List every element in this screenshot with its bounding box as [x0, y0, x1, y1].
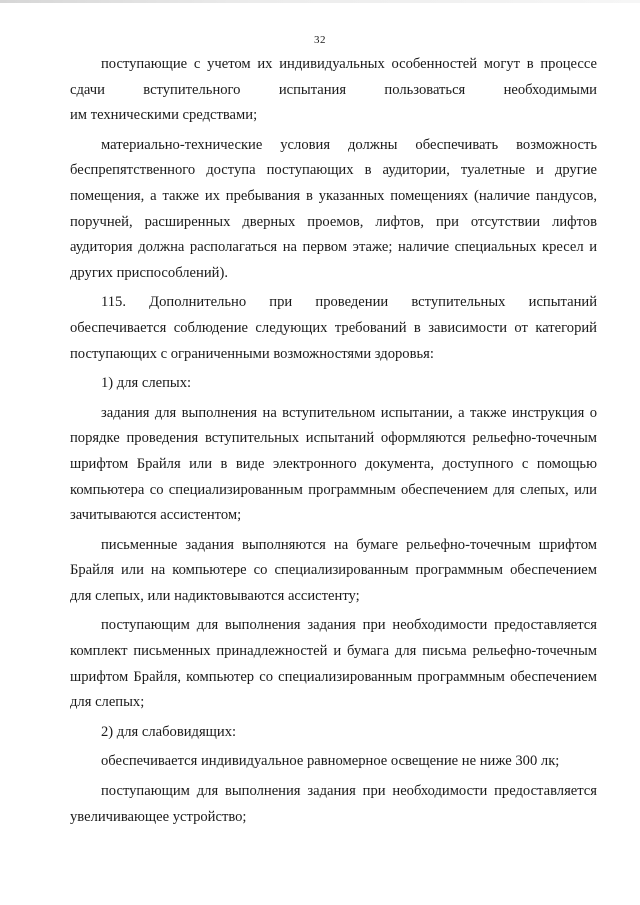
- paragraph-6: письменные задания выполняются на бумаге рельефно-точечным шрифтом Брайля или на компьютере со специализированным программным обеспечением для слепых, или надиктовываются ассистенту;: [70, 536, 597, 604]
- scan-top-edge: [0, 0, 640, 3]
- page-number: 32: [314, 34, 326, 46]
- paragraph-1-line-2: сдачи вступительного испытания пользоваться необходимыми: [70, 81, 597, 98]
- paragraph-7: поступающим для выполнения задания при необходимости предоставляется комплект письменных принадлежностей и бумага для письма рельефно-точечным шрифтом Брайля, компьютер со специализированным программным обеспечением для слепых;: [70, 617, 597, 711]
- paragraph-8: 2) для слабовидящих:: [101, 723, 237, 740]
- paragraph-5: задания для выполнения на вступительном испытании, а также инструкция о порядке проведения вступительных испытаний оформляются рельефно-точечным шрифтом Брайля или в виде электронного документа, доступного с помощью компьютера со специализированным программным обеспечением для слепых, или зачитываются ассистентом;: [70, 404, 597, 524]
- paragraph-10: поступающим для выполнения задания при необходимости предоставляется увеличивающее устройство;: [70, 783, 597, 825]
- paragraph-9: обеспечивается индивидуальное равномерное освещение не ниже 300 лк;: [101, 753, 560, 770]
- paragraph-1-line-3: им техническими средствами;: [70, 107, 258, 124]
- paragraph-1-line-1: поступающие с учетом их индивидуальных особенностей могут в процессе: [101, 56, 597, 72]
- paragraph-2: материально-технические условия должны обеспечивать возможность беспрепятственного доступа поступающих в аудитории, туалетные и другие помещения, а также их пребывания в указанных помещениях (наличие пандусов, поручней, расширенных дверных проемов, лифтов, при отсутствии лифтов аудитория должна располагаться на первом этаже; наличие специальных кресел и других приспособлений).: [70, 136, 597, 281]
- paragraph-4: 1) для слепых:: [101, 375, 192, 392]
- paragraph-3: 115. Дополнительно при проведении вступительных испытаний обеспечивается соблюдение следующих требований в зависимости от категорий поступающих с ограниченными возможностями здоровья:: [70, 294, 597, 362]
- document-body: [70, 52, 597, 830]
